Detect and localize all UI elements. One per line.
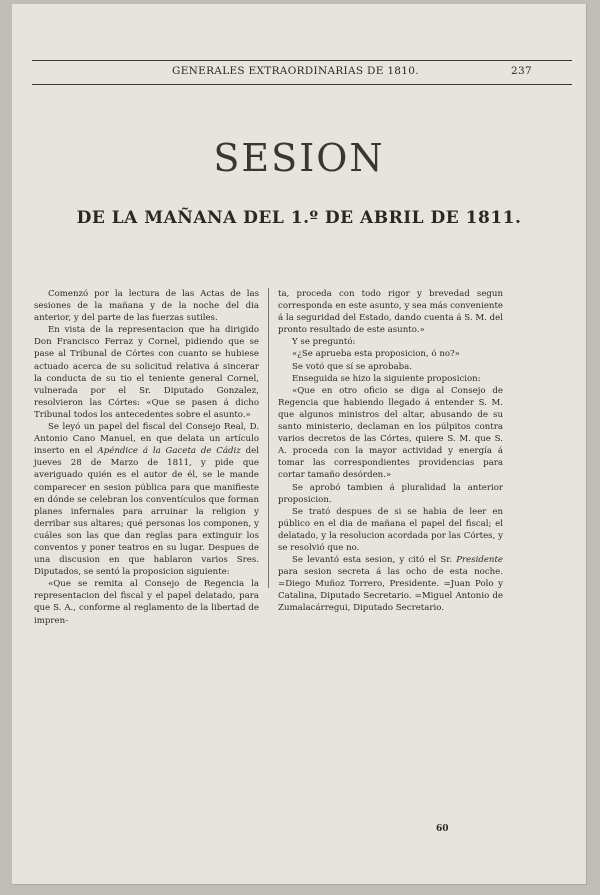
paragraph: «¿Se aprueba esta proposicion, ó no?» [292,349,460,360]
page-number: 237 [511,65,532,77]
right-column [278,288,503,615]
printer-signature: 60 [436,824,449,834]
session-title: SESION [213,136,385,180]
running-title: GENERALES EXTRAORDINARIAS DE 1810. [172,65,419,77]
page-sheet [12,4,586,884]
paragraph: Se levantó esta sesion, y citó el Sr. Presidente para sesion secreta á las ocho de esta noche. =Diego Muñoz Torrero, Presidente. =Juan Polo y Catalina, Diputado Secretario. =Miguel Antonio de Zumalacárregui, Diputado Secretario. [278,555,503,614]
paragraph: Se aprobó tambien á pluralidad la anterior proposicion. [278,482,503,505]
left-column [34,288,259,627]
paragraph: ta, proceda con todo rigor y brevedad segun corresponda en este asunto, y sea más conveniente á la seguridad del Estado, dando cuenta á S. M. del pronto resultado de este asunto.» [278,289,503,336]
column-divider [268,288,269,588]
running-header [32,65,572,81]
paragraph: Se votó que sí se aprobaba. [292,361,412,372]
session-subtitle: DE LA MAÑANA DEL 1.º DE ABRIL DE 1811. [76,208,522,228]
paragraph: Se leyó un papel del fiscal del Consejo Real, D. Antonio Cano Manuel, en que delata un artículo inserto en el Apéndice á la Gaceta de Cádiz del jueves 28 de Marzo de 1811, y pide que averiguado quién es el autor de él, se le mande comparecer en sesion pública para que manifieste en dónde se celebran los conventículos que forman planes infernales para arruinar la religion y derribar sus altares; qué personas los componen, y cuáles son las que dan reglas para extinguir los conventos y poner teatros en su lugar. Despues de una discusion en que hablaron varios Sres. Diputados, se sentó la proposicion siguiente: [34,422,259,578]
paragraph: «Que en otro oficio se diga al Consejo de Regencia que habiendo llegado á entender S. M. que algunos ministros del altar, abusando de su santo ministerio, declaman en los púlpitos contra varios decretos de las Córtes, quiere S. M. que S. A. proceda con la mayor actividad y energía á tomar las correspondientes providencias para cortar tamaño desórden.» [278,385,503,481]
italic-presidente: Presidente [456,555,503,566]
paragraph: Comenzó por la lectura de las Actas de las sesiones de la mañana y de la noche del dia anterior, y del parte de las fuerzas sutiles. [34,289,259,324]
italic-title: Apéndice á la Gaceta de Cádiz [97,446,241,457]
paragraph: Y se preguntó: [292,337,356,348]
paragraph: «Que se remita al Consejo de Regencia la representacion del fiscal y el papel delatado, para que S. A., conforme al reglamento de la libertad de impren- [34,579,259,626]
paragraph: Se trató despues de si se habia de leer en público en el dia de mañana el papel del fiscal; el delatado, y la resolucion acordada por las Córtes, y se resolvió que no. [278,506,503,553]
paragraph: En vista de la representacion que ha dirigido Don Francisco Ferraz y Cornel, pidiendo que se pase al Tribunal de Córtes con cuanto se hubiese actuado acerca de su solicitud relativa á sincerar la conducta de su tio el teniente general Cornel, vulnerada por el Sr. Diputado Gonzalez, resolvieron las Córtes: «Que se pasen á dicho Tribunal todos los antecedentes sobre el asunto.» [34,325,259,420]
header-rule-top [32,60,572,61]
paragraph: Enseguida se hizo la siguiente proposicion: [292,373,481,384]
header-rule-bottom [32,84,572,85]
